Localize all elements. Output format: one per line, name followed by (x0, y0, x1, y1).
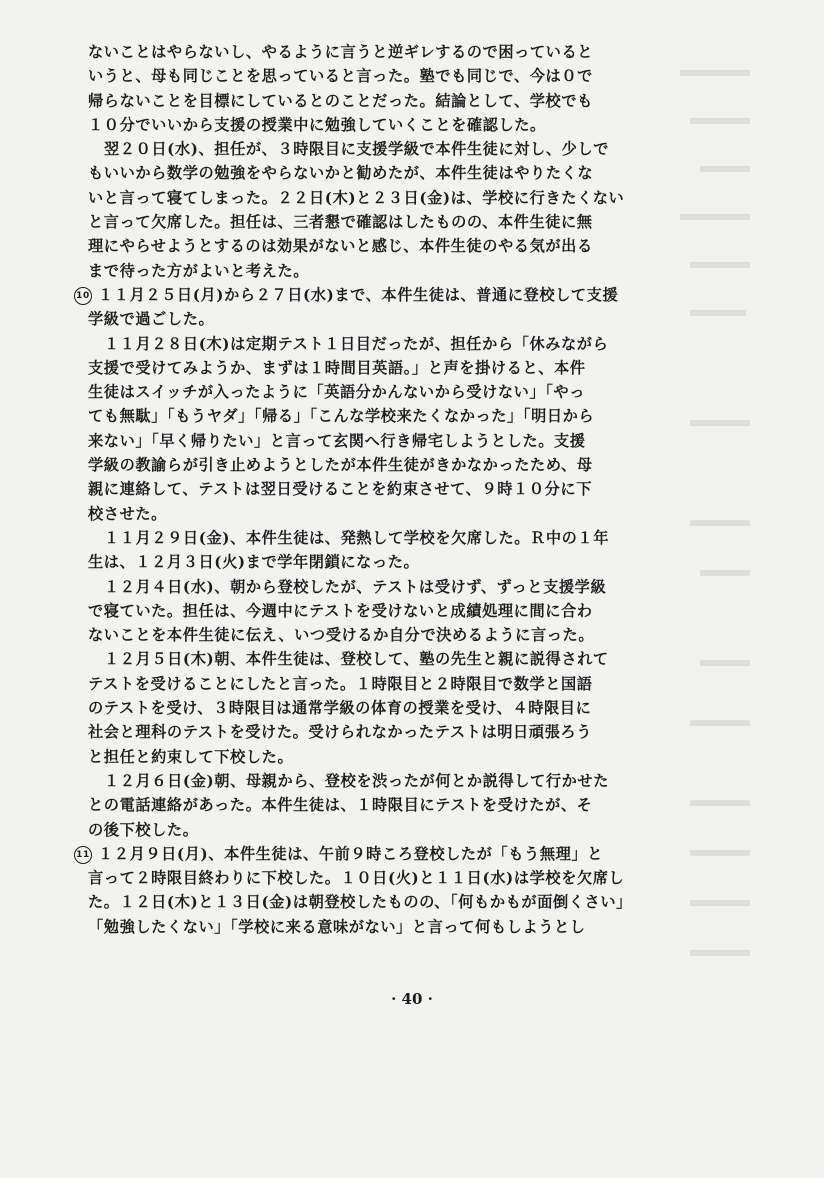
line-text: との電話連絡があった。本件生徒は、１時限目にテストを受けたが、そ (88, 796, 593, 815)
line-text: 翌２０日(水)、担任が、３時限目に支援学級で本件生徒に対し、少しで (104, 140, 609, 159)
text-line (74, 161, 670, 185)
line-text: 校させた。 (88, 504, 167, 523)
text-line (74, 283, 670, 307)
text-line (74, 234, 670, 258)
line-text: いうと、母も同じことを思っていると言った。塾でも同じで、今は０で (88, 67, 593, 86)
line-text: 帰らないことを目標にしているとのことだった。結論として、学校でも (88, 91, 593, 110)
line-text: １２月６日(金)朝、母親から、登校を渋ったが何とか説得して行かせた (104, 771, 609, 790)
text-line (74, 818, 670, 842)
line-text: まで待った方がよいと考えた。 (88, 261, 310, 280)
item-number-marker: 10 (74, 287, 92, 305)
text-line (74, 793, 670, 817)
line-text: のテストを受け、３時限目は通常学級の体育の授業を受け、４時限目に (88, 699, 592, 718)
page-number: · 40 · (391, 990, 433, 1008)
text-line (74, 769, 670, 793)
text-line (74, 526, 670, 550)
line-text: 理にやらせようとするのは効果がないと感じ、本件生徒のやる気が出る (88, 237, 593, 256)
text-line (74, 502, 670, 526)
line-text: と担任と約束して下校した。 (88, 747, 294, 766)
text-line (74, 599, 670, 623)
text-line (74, 696, 670, 720)
text-line (74, 186, 670, 210)
text-line (74, 113, 670, 137)
line-text: １２月９日(月)、本件生徒は、午前９時ころ登校したが「もう無理」と (98, 844, 603, 863)
text-line (74, 745, 670, 769)
text-line (74, 915, 670, 939)
text-line (74, 429, 670, 453)
text-line (74, 672, 670, 696)
text-line (74, 40, 670, 64)
line-text: ないことを本件生徒に伝え、いつ受けるか自分で決めるように言った。 (88, 626, 595, 645)
line-text: 「勉強したくない」「学校に来る意味がない」と言って何もしようとし (88, 917, 586, 936)
text-line (74, 866, 670, 890)
line-text: １０分でいいから支援の授業中に勉強していくことを確認した。 (88, 115, 546, 134)
line-text: １２月４日(水)、朝から登校したが、テストは受けず、ずっと支援学級 (104, 577, 607, 596)
line-text: 学級で過ごした。 (88, 310, 215, 329)
text-line (74, 404, 670, 428)
line-text: いと言って寝てしまった。２２日(木)と２３日(金)は、学校に行きたくない (88, 188, 625, 207)
text-line (74, 210, 670, 234)
item-number-marker: 11 (74, 846, 92, 864)
text-line (74, 575, 670, 599)
line-text: た。１２日(木)と１３日(金)は朝登校したものの、「何もかもが面倒くさい」 (88, 893, 632, 912)
line-text: テストを受けることにしたと言った。１時限目と２時限目で数学と国語 (88, 674, 593, 693)
line-text: 親に連絡して、テストは翌日受けることを約束させて、９時１０分に下 (88, 480, 592, 499)
line-text: 社会と理科のテストを受けた。受けられなかったテストは明日頑張ろう (88, 723, 592, 742)
line-text: で寝ていた。担任は、今週中にテストを受けないと成績処理に間に合わ (88, 601, 593, 620)
line-text: 支援で受けてみようか、まずは１時間目英語。」と声を掛けると、本件 (88, 358, 586, 377)
line-text: の後下校した。 (88, 820, 199, 839)
text-line (74, 842, 670, 866)
line-text: もいいから数学の勉強をやらないかと勧めたが、本件生徒はやりたくな (88, 164, 594, 183)
text-line (74, 307, 670, 331)
text-line (74, 64, 670, 88)
text-line (74, 356, 670, 380)
line-text: 生は、１２月３日(火)まで学年閉鎖になった。 (88, 553, 420, 572)
text-line (74, 550, 670, 574)
line-text: １１月２５日(月)から２７日(水)まで、本件生徒は、普通に登校して支援 (98, 285, 619, 304)
line-text: １１月２８日(木)は定期テスト１日目だったが、担任から「休みながら (104, 334, 609, 353)
text-line (74, 89, 670, 113)
line-text: １１月２９日(金)、本件生徒は、発熱して学校を欠席した。Ｒ中の１年 (104, 528, 609, 547)
line-text: 学級の教諭らが引き止めようとしたが本件生徒がきかなかったため、母 (88, 456, 593, 475)
line-text: １２月５日(木)朝、本件生徒は、登校して、塾の先生と親に説得されて (104, 650, 609, 669)
text-line (74, 259, 670, 283)
text-line (74, 332, 670, 356)
line-text: 来ない」「早く帰りたい」と言って玄関へ行き帰宅しようとした。支援 (88, 431, 586, 450)
line-text: と言って欠席した。担任は、三者懇で確認はしたものの、本件生徒に無 (88, 213, 593, 232)
text-line (74, 647, 670, 671)
text-line (74, 623, 670, 647)
line-text: ても無駄」「もうヤダ」「帰る」「こんな学校来たくなかった」「明日から (88, 407, 595, 426)
text-line (74, 453, 670, 477)
text-line (74, 720, 670, 744)
line-text: ないことはやらないし、やるように言うと逆ギレするので困っていると (88, 43, 594, 61)
line-text: 生徒はスイッチが入ったように「英語分かんないから受けない」「やっ (88, 383, 585, 402)
text-line (74, 380, 670, 404)
line-text: 言って２時限目終わりに下校した。１０日(火)と１１日(水)は学校を欠席し (88, 869, 625, 888)
text-line (74, 137, 670, 161)
text-line (74, 477, 670, 501)
text-line (74, 890, 670, 914)
body-text (74, 40, 670, 939)
